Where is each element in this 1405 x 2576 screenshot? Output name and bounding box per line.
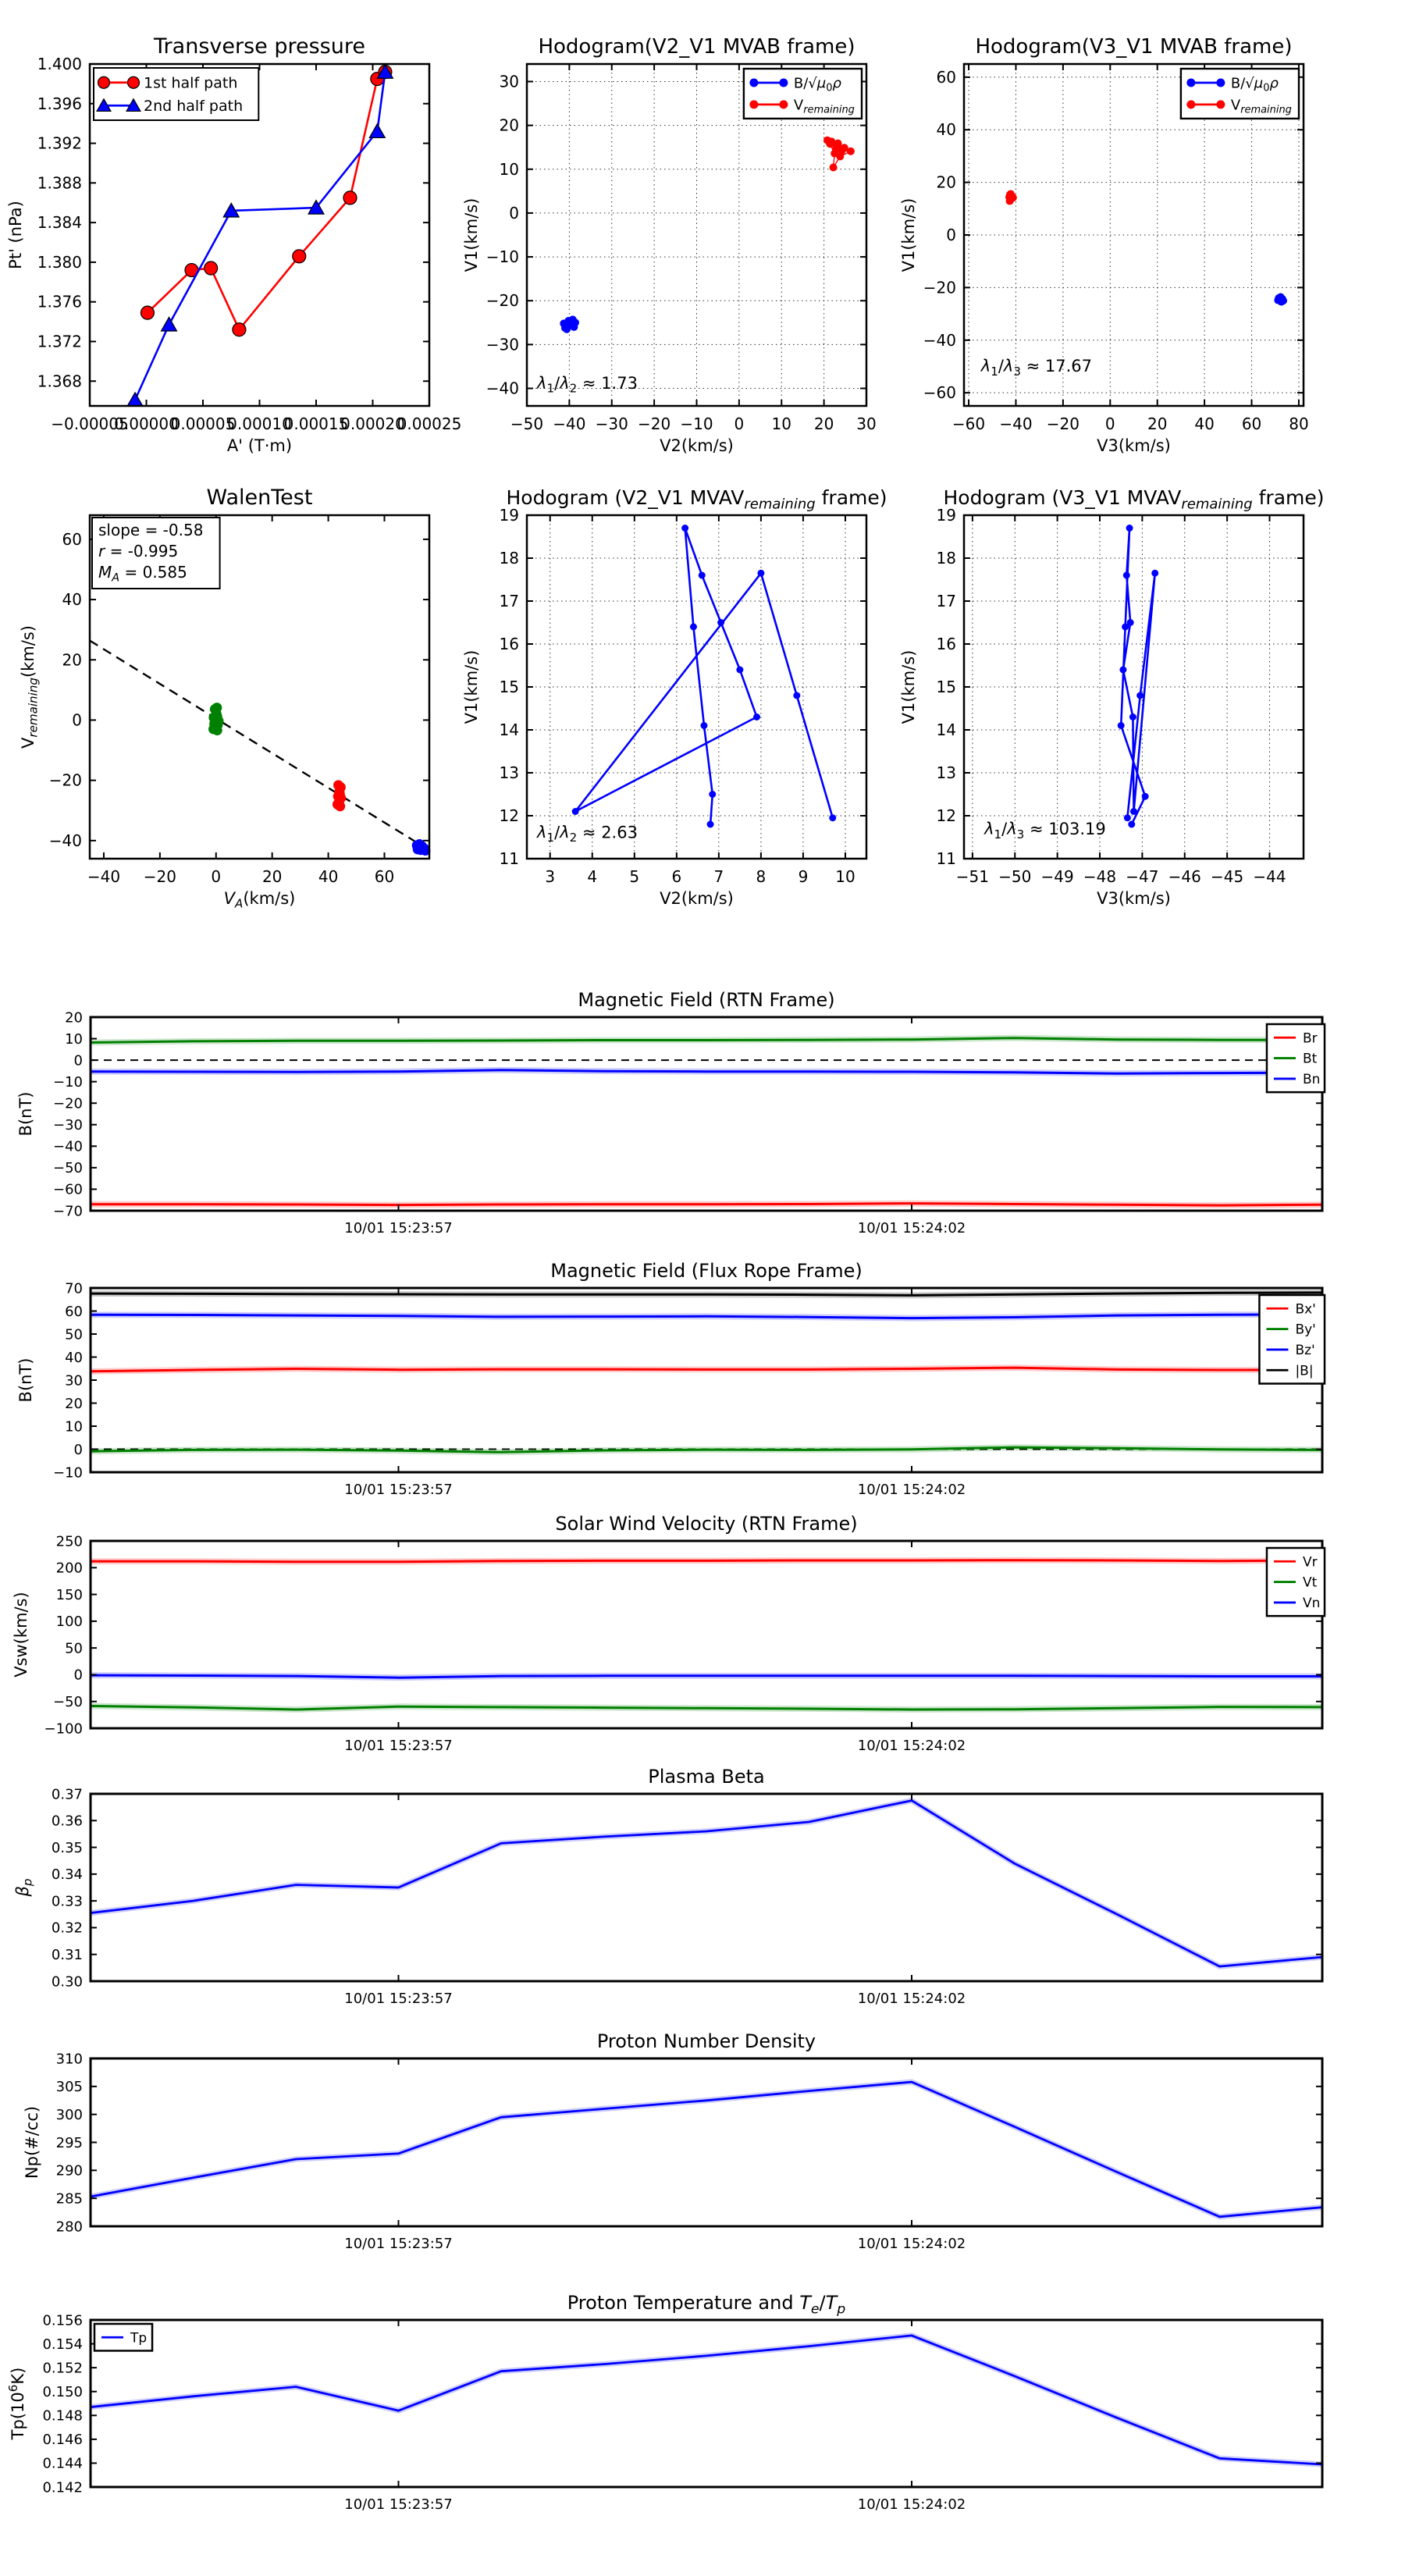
hodogram-v2v1-mvab-xtick: −10 (680, 415, 713, 433)
hodogram-v3v1-mvab-xtick: −20 (1046, 415, 1080, 433)
solar-wind-velocity-ytick: 0 (73, 1667, 83, 1684)
transverse-pressure (6, 34, 461, 455)
hodogram-v3v1-mvav-ytick: 16 (936, 635, 956, 653)
magnetic-field-rtn-ytick: −30 (53, 1117, 83, 1134)
proton-temperature-frame (91, 2320, 1322, 2487)
hodogram-v2v1-mvab-xtick: −30 (595, 415, 628, 433)
proton-temperature-ytick: 0.152 (42, 2360, 83, 2377)
hodogram-v2v1-mvab-ylabel: V1(km/s) (462, 197, 481, 272)
hodogram-v3v1-mvab-title: Hodogram(V3_V1 MVAB frame) (975, 35, 1293, 59)
solar-wind-velocity-ytick: −100 (44, 1720, 83, 1738)
solar-wind-velocity-ytick: −50 (53, 1694, 83, 1711)
transverse-pressure-xtick: 0.00015 (283, 415, 349, 433)
walentest-ylabel: $V_{remaining}(km/s)$ (19, 624, 41, 749)
hodogram-v2v1-mvav-xtick: 9 (798, 867, 809, 886)
hodogram-v3v1-mvab-ytick: −60 (923, 383, 956, 403)
solar-wind-velocity-xtick: 10/01 15:23:57 (344, 1738, 453, 1754)
walentest-xtick: 0 (211, 867, 222, 886)
proton-temperature-ytick: 0.142 (42, 2479, 83, 2496)
hodogram-v3v1-mvav-ytick: 12 (936, 806, 956, 825)
hodogram-v2v1-mvab-xlabel: V2(km/s) (660, 436, 734, 455)
hodogram-v2v1-mvab-xtick: 20 (813, 415, 834, 433)
solar-wind-velocity-ytick: 200 (55, 1560, 83, 1577)
hodogram-v3v1-mvav-xtick: −48 (1083, 867, 1117, 886)
hodogram-v2v1-mvav-ytick: 16 (499, 635, 519, 653)
hodogram-v3v1-mvab-xtick: 20 (1147, 415, 1168, 433)
hodogram-v2v1-mvav-title: Hodogram (V2_V1 $MVAV_{remaining}$ frame) (506, 486, 887, 513)
hodogram-v3v1-mvav-title: Hodogram (V3_V1 $MVAV_{remaining}$ frame) (943, 486, 1325, 513)
walentest-xlabel: $V_A(km/s)$ (223, 889, 296, 911)
hodogram-v3v1-mvab-annotation: $\lambda_1/\lambda_3 \approx 17.67$ (980, 357, 1093, 379)
plasma-beta-ytick: 0.37 (51, 1786, 83, 1803)
proton-temperature-ylabel: $Tp(10^6K)$ (6, 2367, 27, 2440)
magnetic-field-flux-rope-legend-label: |B| (1295, 1363, 1314, 1379)
hodogram-v2v1-mvav-ylabel: V1(km/s) (462, 649, 481, 724)
hodogram-v2v1-mvav-xtick: 4 (587, 867, 598, 886)
hodogram-v2v1-mvab-ytick: 20 (499, 116, 519, 135)
hodogram-v3v1-mvab-legend-label: $B/√\mu_0\rho$ (1230, 75, 1279, 94)
hodogram-v2v1-mvav-ytick: 15 (499, 678, 519, 696)
plasma-beta-ytick: 0.31 (51, 1947, 83, 1964)
proton-temperature-ytick: 0.154 (42, 2336, 83, 2353)
magnetic-field-rtn-ytick: −50 (53, 1160, 83, 1177)
hodogram-v3v1-mvav-xtick: −51 (955, 867, 989, 886)
magnetic-field-flux-rope-ytick: −10 (53, 1464, 83, 1482)
walentest-ytick: 0 (72, 710, 82, 730)
magnetic-field-rtn-xtick: 10/01 15:24:02 (857, 1220, 966, 1236)
hodogram-v3v1-mvav-xtick: −44 (1253, 867, 1286, 886)
magnetic-field-flux-rope-ytick: 60 (65, 1303, 83, 1320)
transverse-pressure-ytick: 1.388 (37, 173, 82, 193)
proton-temperature-ytick: 0.148 (42, 2407, 83, 2425)
hodogram-v2v1-mvav-ytick: 14 (499, 720, 519, 739)
magnetic-field-rtn-ytick: −70 (53, 1203, 83, 1220)
plasma-beta-ytick: 0.35 (51, 1839, 83, 1856)
transverse-pressure-xtick: 0.00025 (397, 415, 462, 433)
hodogram-v2v1-mvab-legend-label: $B/√\mu_0\rho$ (793, 75, 841, 94)
hodogram-v3v1-mvav-xtick: −49 (1040, 867, 1074, 886)
hodogram-v3v1-mvab-legend-label: $V_{remaining}$ (1230, 97, 1292, 116)
hodogram-v3v1-mvav-xtick: −46 (1168, 867, 1201, 886)
hodogram-v2v1-mvab-xtick: 30 (856, 415, 877, 433)
proton-number-density-ytick: 305 (55, 2079, 83, 2096)
solar-wind-velocity-ylabel: Vsw(km/s) (12, 1592, 30, 1678)
magnetic-field-rtn-ytick: 10 (65, 1030, 83, 1048)
hodogram-v2v1-mvav (462, 486, 887, 908)
magnetic-field-rtn-ytick: 0 (73, 1052, 83, 1069)
transverse-pressure-xtick: 0.00005 (170, 415, 236, 433)
solar-wind-velocity-legend-label: Vn (1302, 1596, 1321, 1612)
hodogram-v3v1-mvav-ytick: 11 (936, 849, 956, 868)
magnetic-field-rtn (16, 989, 1325, 1236)
proton-number-density-ytick: 300 (55, 2106, 83, 2123)
transverse-pressure-ytick: 1.380 (37, 252, 82, 272)
magnetic-field-flux-rope (16, 1260, 1325, 1498)
proton-temperature-ytick: 0.144 (42, 2455, 83, 2472)
magnetic-field-flux-rope-legend-label: Bz' (1295, 1343, 1315, 1359)
magnetic-field-rtn-title: Magnetic Field (RTN Frame) (578, 989, 835, 1011)
plasma-beta-ylabel: $\beta_p$ (13, 1878, 35, 1897)
hodogram-v3v1-mvab-xtick: −60 (951, 415, 986, 433)
magnetic-field-flux-rope-title: Magnetic Field (Flux Rope Frame) (550, 1260, 863, 1282)
solar-wind-velocity-ytick: 250 (55, 1533, 83, 1550)
magnetic-field-rtn-ytick: −20 (53, 1095, 83, 1112)
magnetic-field-flux-rope-ytick: 70 (65, 1280, 83, 1297)
magnetic-field-rtn-series-Br (91, 1204, 1322, 1206)
proton-temperature-ytick: 0.150 (42, 2384, 83, 2401)
walentest-ytick: −20 (48, 770, 82, 790)
hodogram-v2v1-mvab-title: Hodogram(V2_V1 MVAB frame) (538, 35, 855, 59)
proton-number-density-ytick: 310 (55, 2051, 83, 2068)
magnetic-field-rtn-legend-label: Bn (1302, 1072, 1321, 1088)
solar-wind-velocity-ytick: 100 (55, 1614, 83, 1631)
transverse-pressure-xtick: −0.00005 (51, 415, 129, 433)
proton-temperature-xtick: 10/01 15:24:02 (857, 2496, 966, 2513)
transverse-pressure-xtick: 0.00020 (340, 415, 405, 433)
magnetic-field-rtn-ytick: −10 (53, 1073, 83, 1091)
hodogram-v3v1-mvav-ylabel: V1(km/s) (899, 649, 918, 724)
hodogram-v2v1-mvab-ytick: 10 (499, 159, 519, 179)
proton-temperature (6, 2292, 1322, 2513)
hodogram-v3v1-mvav-ytick: 17 (936, 592, 956, 610)
transverse-pressure-ytick: 1.384 (37, 213, 82, 233)
proton-number-density (23, 2030, 1322, 2252)
hodogram-v2v1-mvav-ytick: 12 (499, 806, 519, 825)
walentest-xtick: 20 (261, 867, 283, 886)
hodogram-v3v1-mvab-ytick: 60 (936, 67, 956, 87)
hodogram-v2v1-mvab-ytick: −30 (486, 335, 519, 354)
proton-temperature-title: Proton Temperature and $T_e/T_p$ (567, 2292, 846, 2318)
magnetic-field-flux-rope-ytick: 10 (65, 1418, 83, 1436)
hodogram-v3v1-mvab (899, 35, 1309, 455)
hodogram-v2v1-mvav-xtick: 5 (629, 867, 640, 886)
hodogram-v3v1-mvav-xlabel: V3(km/s) (1097, 889, 1171, 908)
solar-wind-velocity-legend-label: Vt (1302, 1574, 1318, 1591)
hodogram-v2v1-mvav-ytick: 19 (499, 506, 519, 525)
magnetic-field-rtn-ytick: −40 (53, 1138, 83, 1155)
proton-temperature-legend-label: Tp (130, 2330, 148, 2347)
proton-number-density-xtick: 10/01 15:23:57 (344, 2236, 453, 2252)
hodogram-v3v1-mvav-xtick: −47 (1126, 867, 1159, 886)
magnetic-field-flux-rope-legend-label: By' (1295, 1322, 1316, 1338)
hodogram-v2v1-mvav-xlabel: V2(km/s) (660, 889, 734, 908)
plasma-beta-xtick: 10/01 15:23:57 (344, 1991, 453, 2007)
plasma-beta-title: Plasma Beta (648, 1766, 765, 1788)
hodogram-v3v1-mvab-ytick: −40 (923, 330, 956, 350)
hodogram-v3v1-mvav-ytick: 14 (936, 720, 956, 739)
hodogram-v3v1-mvav (899, 486, 1325, 908)
plasma-beta-ytick: 0.36 (51, 1813, 83, 1830)
hodogram-v2v1-mvav-xtick: 8 (756, 867, 767, 886)
transverse-pressure-xlabel: A' (T·m) (226, 436, 293, 455)
proton-temperature-series-Tp (91, 2336, 1322, 2464)
walentest-title: WalenTest (206, 486, 313, 510)
walentest-textbox-line: $M_A = 0.585$ (98, 563, 187, 585)
proton-number-density-ytick: 295 (55, 2134, 83, 2151)
hodogram-v2v1-mvab-ytick: −10 (486, 247, 519, 267)
transverse-pressure-title: Transverse pressure (154, 34, 365, 59)
solar-wind-velocity-ytick: 50 (65, 1640, 83, 1657)
hodogram-v2v1-mvav-annotation: $\lambda_1/\lambda_2 \approx 2.63$ (537, 823, 638, 845)
transverse-pressure-xtick: 0.00000 (114, 415, 179, 433)
transverse-pressure-ytick: 1.376 (37, 292, 82, 311)
proton-number-density-ytick: 290 (55, 2162, 83, 2179)
proton-number-density-ytick: 280 (55, 2218, 83, 2236)
transverse-pressure-ytick: 1.396 (37, 94, 82, 113)
solar-wind-velocity-title: Solar Wind Velocity (RTN Frame) (555, 1513, 858, 1535)
plasma-beta-ytick: 0.30 (51, 1973, 83, 1991)
magnetic-field-flux-rope-legend-label: Bx' (1295, 1301, 1316, 1318)
walentest-textbox-line: slope = -0.58 (98, 521, 204, 539)
magnetic-field-rtn-frame (91, 1017, 1322, 1211)
magnetic-field-flux-rope-ytick: 0 (73, 1441, 83, 1458)
hodogram-v3v1-mvav-ytick: 13 (936, 763, 956, 782)
magnetic-field-flux-rope-xtick: 10/01 15:24:02 (857, 1482, 966, 1498)
magnetic-field-flux-rope-xtick: 10/01 15:23:57 (344, 1482, 453, 1498)
proton-temperature-ytick: 0.146 (42, 2432, 83, 2449)
hodogram-v2v1-mvav-xtick: 6 (671, 867, 682, 886)
hodogram-v2v1-mvab-ytick: 30 (499, 72, 519, 91)
solar-wind-velocity-legend-label: Vr (1302, 1554, 1318, 1571)
magnetic-field-rtn-ytick: 20 (65, 1009, 83, 1026)
proton-temperature-xtick: 10/01 15:23:57 (344, 2496, 453, 2513)
proton-number-density-ylabel: Np(#/cc) (23, 2105, 41, 2179)
transverse-pressure-series-2nd half path (135, 72, 385, 400)
magnetic-field-flux-rope-ytick: 30 (65, 1372, 83, 1389)
hodogram-v2v1-mvab-ytick: 0 (509, 203, 519, 222)
proton-number-density-ytick: 285 (55, 2190, 83, 2208)
solar-wind-velocity-ytick: 150 (55, 1586, 83, 1603)
hodogram-v3v1-mvab-ytick: −20 (923, 278, 956, 297)
hodogram-v3v1-mvab-xtick: −40 (999, 415, 1033, 433)
transverse-pressure-legend-label: 1st half path (144, 74, 238, 92)
magnetic-field-flux-rope-ylabel: B(nT) (16, 1357, 35, 1403)
walentest (19, 486, 430, 911)
magnetic-field-flux-rope-ytick: 40 (65, 1349, 83, 1366)
walentest-series-fit line (90, 641, 429, 851)
walentest-xtick: 40 (318, 867, 339, 886)
hodogram-v3v1-mvab-xtick: 60 (1241, 415, 1262, 433)
transverse-pressure-ytick: 1.392 (37, 133, 82, 153)
hodogram-v3v1-mvav-ytick: 19 (936, 506, 956, 525)
magnetic-field-rtn-legend-label: Bt (1302, 1051, 1318, 1067)
transverse-pressure-ylabel: Pt' (nPa) (6, 201, 25, 269)
hodogram-v2v1-mvab-xtick: −20 (638, 415, 671, 433)
hodogram-v3v1-mvav-xtick: −50 (998, 867, 1032, 886)
transverse-pressure-xtick: 0.00010 (227, 415, 292, 433)
hodogram-v3v1-mvab-xlabel: V3(km/s) (1097, 436, 1171, 455)
walentest-ytick: 40 (62, 590, 82, 610)
transverse-pressure-ytick: 1.400 (37, 55, 82, 73)
magnetic-field-rtn-xtick: 10/01 15:23:57 (344, 1220, 453, 1236)
magnetic-field-rtn-ylabel: B(nT) (16, 1091, 35, 1137)
hodogram-v2v1-mvab-xtick: 10 (771, 415, 791, 433)
plasma-beta-ytick: 0.33 (51, 1893, 83, 1910)
transverse-pressure-ytick: 1.368 (37, 372, 82, 391)
hodogram-v2v1-mvav-ytick: 13 (499, 763, 519, 782)
walentest-textbox-line: r = -0.995 (98, 542, 179, 560)
hodogram-v2v1-mvab-xtick: −50 (510, 415, 544, 433)
hodogram-v2v1-mvav-xtick: 10 (835, 867, 855, 886)
hodogram-v3v1-mvab-ytick: 0 (946, 226, 956, 244)
solar-wind-velocity-xtick: 10/01 15:24:02 (857, 1738, 966, 1754)
solar-wind-velocity (12, 1513, 1325, 1754)
transverse-pressure-legend-label: 2nd half path (144, 98, 244, 116)
hodogram-v2v1-mvav-ytick: 18 (499, 549, 519, 568)
hodogram-v2v1-mvav-xtick: 3 (545, 867, 556, 886)
magnetic-field-flux-rope-ytick: 20 (65, 1395, 83, 1412)
hodogram-v3v1-mvab-ytick: 40 (936, 120, 956, 140)
hodogram-v3v1-mvab-xtick: 0 (1104, 415, 1115, 433)
walentest-ytick: 20 (62, 650, 82, 670)
proton-temperature-ytick: 0.156 (42, 2312, 83, 2329)
hodogram-v2v1-mvav-ytick: 11 (499, 849, 519, 868)
plasma-beta (13, 1766, 1322, 2007)
hodogram-v3v1-mvav-xtick: −45 (1211, 867, 1244, 886)
hodogram-v3v1-mvab-xtick: 40 (1194, 415, 1215, 433)
hodogram-v2v1-mvav-xtick: 7 (713, 867, 724, 886)
walentest-xtick: −20 (143, 867, 176, 886)
hodogram-v2v1-mvab-ytick: −20 (486, 291, 519, 311)
hodogram-v3v1-mvab-ytick: 20 (936, 173, 956, 192)
hodogram-v2v1-mvab-legend-label: $V_{remaining}$ (793, 97, 855, 116)
proton-number-density-xtick: 10/01 15:24:02 (857, 2236, 966, 2252)
walentest-xtick: 60 (374, 867, 395, 886)
proton-number-density-title: Proton Number Density (596, 2030, 816, 2052)
plasma-beta-ytick: 0.32 (51, 1920, 83, 1937)
transverse-pressure-ytick: 1.372 (37, 332, 82, 351)
hodogram-v3v1-mvab-xtick: 80 (1289, 415, 1309, 433)
hodogram-v3v1-mvav-ytick: 18 (936, 549, 956, 568)
plasma-beta-xtick: 10/01 15:24:02 (857, 1991, 966, 2007)
magnetic-field-rtn-ytick: −60 (53, 1181, 83, 1198)
hodogram-v2v1-mvab-annotation: $\lambda_1/\lambda_2 \approx 1.73$ (537, 374, 638, 396)
hodogram-v2v1-mvab-xtick: 0 (734, 415, 745, 433)
magnetic-field-flux-rope-ytick: 50 (65, 1326, 83, 1343)
hodogram-v2v1-mvab-ytick: −40 (486, 379, 519, 398)
walentest-ytick: 60 (62, 529, 82, 549)
hodogram-v3v1-mvav-annotation: $\lambda_1/\lambda_3 \approx 103.19$ (984, 820, 1106, 841)
hodogram-v2v1-mvav-ytick: 17 (499, 592, 519, 610)
hodogram-v2v1-mvab-xtick: −40 (553, 415, 586, 433)
hodogram-v3v1-mvav-ytick: 15 (936, 678, 956, 696)
hodogram-v3v1-mvab-ylabel: V1(km/s) (899, 197, 918, 272)
plasma-beta-series-beta (91, 1801, 1322, 1967)
solar-wind-velocity-frame (91, 1541, 1322, 1728)
proton-number-density-frame (91, 2058, 1322, 2226)
walentest-ytick: −40 (48, 831, 82, 850)
walentest-xtick: −40 (87, 867, 121, 886)
plasma-beta-ytick: 0.34 (51, 1866, 83, 1884)
hodogram-v2v1-mvab (462, 35, 877, 455)
magnetic-field-rtn-legend-label: Br (1302, 1030, 1318, 1047)
